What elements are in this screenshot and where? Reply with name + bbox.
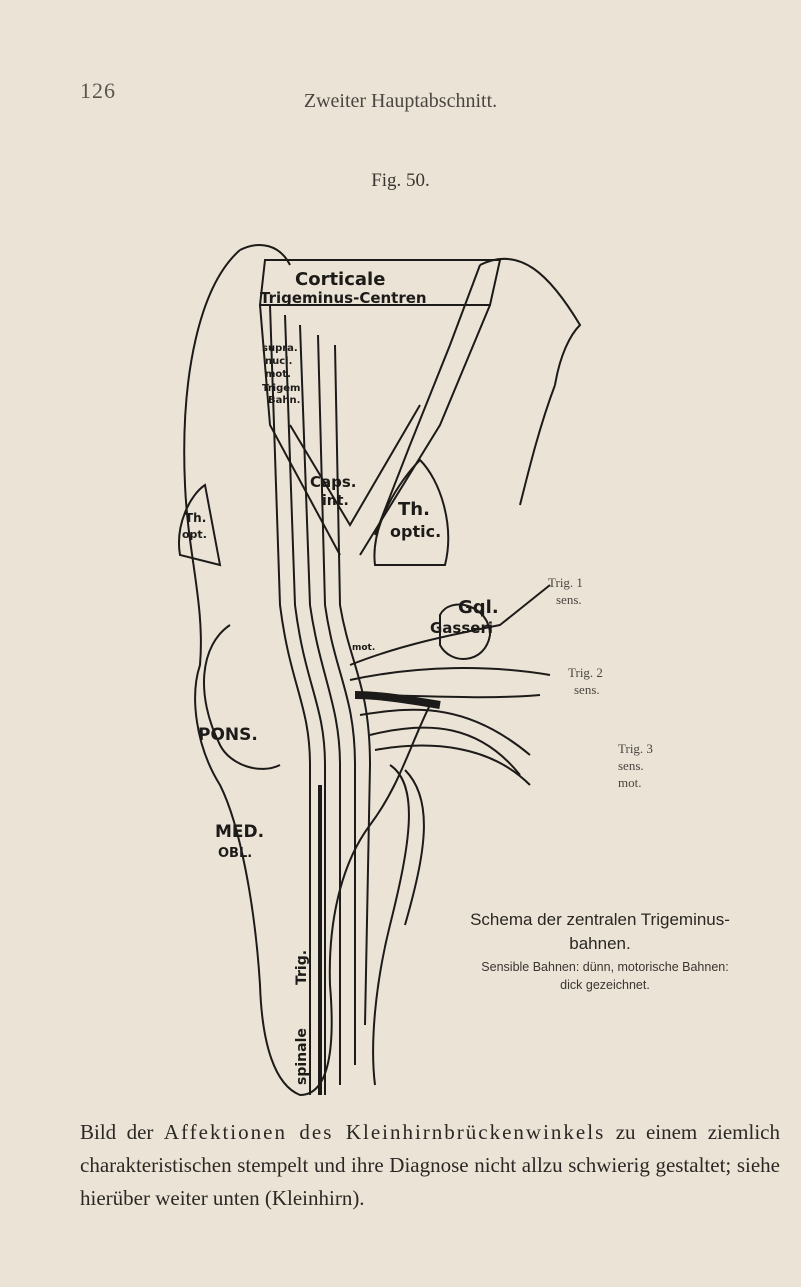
trig2-label	[568, 664, 603, 698]
label-th-left: Th.	[185, 511, 207, 525]
label-mot-trig: mot.	[352, 643, 376, 653]
body-text-start: Bild der	[80, 1120, 154, 1144]
label-bahn: Bahn.	[268, 395, 301, 406]
label-optic: optic.	[390, 522, 442, 541]
label-supra: supra.	[262, 343, 298, 354]
label-obl: OBL.	[218, 846, 253, 861]
trig3-name: Trig. 3	[618, 741, 653, 756]
label-trigem: Trigem	[262, 383, 301, 394]
label-trig-vertical: Trig.	[294, 949, 310, 985]
trig3-type-sens: sens.	[618, 758, 644, 773]
label-th: Th.	[398, 499, 430, 520]
schema-title	[430, 908, 770, 956]
trig2-name: Trig. 2	[568, 665, 603, 680]
trig2-type: sens.	[574, 682, 600, 697]
schema-sub-line2: dick gezeichnet.	[560, 978, 650, 992]
label-corticale: Corticale	[295, 269, 386, 290]
trig3-label	[618, 740, 653, 791]
label-opt-left: opt.	[182, 528, 207, 541]
label-mot: mot.	[265, 369, 291, 380]
body-text-emphasis: Affektionen des Kleinhirnbrückenwinkels	[163, 1120, 606, 1144]
schema-sub-line1: Sensible Bahnen: dünn, motorische Bahnen:	[481, 960, 729, 974]
body-paragraph	[80, 1116, 780, 1215]
trig1-type: sens.	[556, 592, 582, 607]
schema-title-line1: Schema der zentralen Trigeminus-	[470, 910, 730, 929]
body-text-end: zu einem ziemlich charakteristischen stempelt und ihre Diagnose nicht allzu schwierig gestaltet; siehe hierüber weiter unten (Kleinhirn).	[80, 1120, 781, 1210]
label-gql: Gql.	[458, 597, 499, 618]
label-med: MED.	[215, 822, 265, 842]
schema-subtitle	[420, 958, 790, 994]
trig1-name: Trig. 1	[548, 575, 583, 590]
label-spinale: spinale	[294, 1028, 310, 1085]
figure-caption: Fig. 50.	[371, 170, 430, 191]
schema-title-line2: bahnen.	[569, 934, 631, 953]
trig1-label	[548, 574, 583, 608]
label-trigeminus-centren: Trigeminus-Centren	[260, 289, 427, 307]
page-number: 126	[80, 78, 116, 103]
label-pons: PONS.	[198, 725, 258, 745]
running-head: Zweiter Hauptabschnitt.	[303, 90, 498, 112]
label-gasseri: Gasseri	[430, 619, 494, 637]
label-int: int.	[322, 493, 349, 509]
label-caps: Caps.	[310, 473, 357, 491]
label-nucl: nucl.	[265, 356, 293, 367]
trig3-type-mot: mot.	[618, 775, 642, 790]
